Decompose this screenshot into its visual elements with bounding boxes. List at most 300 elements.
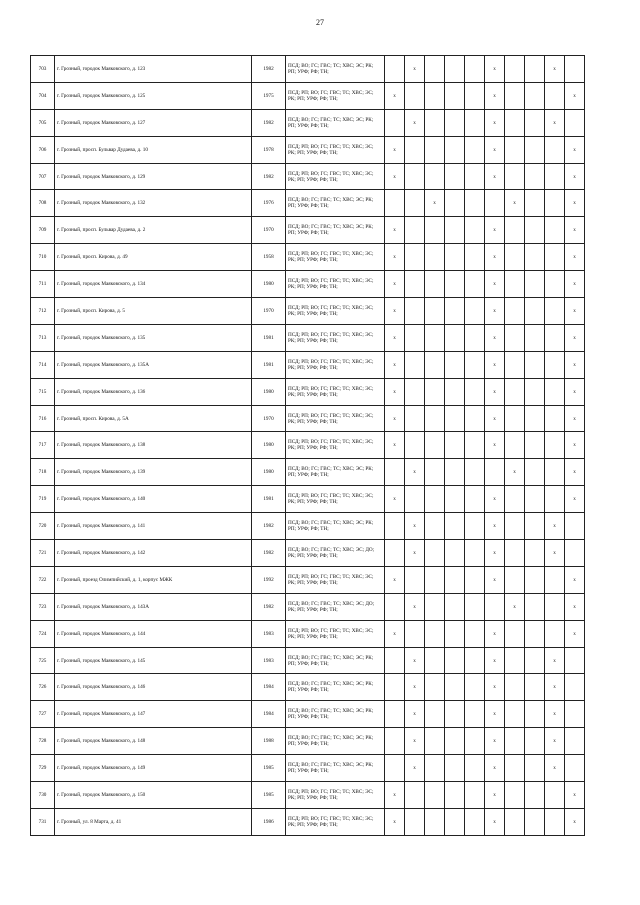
mark-cell bbox=[405, 782, 425, 809]
mark-cell bbox=[425, 593, 445, 620]
year-cell: 1970 bbox=[252, 217, 286, 244]
mark-cell bbox=[445, 620, 465, 647]
mark-cell: x bbox=[385, 82, 405, 109]
mark-cell: x bbox=[485, 432, 505, 459]
mark-cell: x bbox=[545, 109, 565, 136]
mark-cell: x bbox=[385, 298, 405, 325]
mark-cell bbox=[505, 324, 525, 351]
table-row bbox=[31, 405, 585, 432]
mark-cell bbox=[405, 432, 425, 459]
address-cell: г. Грозный, городок Маяковского, д. 150 bbox=[55, 782, 252, 809]
mark-cell: x bbox=[405, 459, 425, 486]
mark-cell bbox=[445, 647, 465, 674]
mark-cell bbox=[525, 782, 545, 809]
systems-cell: ПСД; РП; ВО; ГС; ГВС; ТС; ХВС; ЭС; РК; РП; УРФ; РФ; ТН; bbox=[286, 163, 385, 190]
mark-cell bbox=[385, 755, 405, 782]
row-number: 714 bbox=[31, 351, 55, 378]
mark-cell bbox=[425, 620, 445, 647]
mark-cell bbox=[465, 136, 485, 163]
address-cell: г. Грозный, городок Маяковского, д. 125 bbox=[55, 82, 252, 109]
table-row bbox=[31, 782, 585, 809]
mark-cell bbox=[425, 486, 445, 513]
table-row bbox=[31, 647, 585, 674]
address-cell: г. Грозный, городок Маяковского, д. 143А bbox=[55, 593, 252, 620]
mark-cell bbox=[425, 109, 445, 136]
mark-cell: x bbox=[485, 486, 505, 513]
mark-cell: x bbox=[405, 56, 425, 83]
mark-cell bbox=[525, 351, 545, 378]
mark-cell: x bbox=[385, 351, 405, 378]
mark-cell bbox=[505, 271, 525, 298]
mark-cell: x bbox=[405, 593, 425, 620]
row-number: 726 bbox=[31, 674, 55, 701]
mark-cell: x bbox=[485, 674, 505, 701]
mark-cell bbox=[425, 459, 445, 486]
systems-cell: ПСД; РП; ВО; ГС; ГВС; ТС; ХВС; ЭС; РК; РП; УРФ; РФ; ТН; bbox=[286, 244, 385, 271]
mark-cell bbox=[525, 298, 545, 325]
year-cell: 1985 bbox=[252, 755, 286, 782]
mark-cell bbox=[505, 244, 525, 271]
mark-cell: x bbox=[565, 378, 585, 405]
mark-cell: x bbox=[565, 808, 585, 835]
mark-cell: x bbox=[385, 808, 405, 835]
mark-cell bbox=[525, 405, 545, 432]
mark-cell bbox=[445, 674, 465, 701]
year-cell: 1984 bbox=[252, 674, 286, 701]
mark-cell bbox=[545, 432, 565, 459]
mark-cell bbox=[465, 244, 485, 271]
year-cell: 1982 bbox=[252, 109, 286, 136]
mark-cell bbox=[465, 674, 485, 701]
mark-cell bbox=[445, 566, 465, 593]
mark-cell bbox=[445, 109, 465, 136]
mark-cell bbox=[405, 82, 425, 109]
mark-cell: x bbox=[565, 324, 585, 351]
table-row bbox=[31, 674, 585, 701]
mark-cell bbox=[525, 56, 545, 83]
mark-cell bbox=[525, 378, 545, 405]
mark-cell bbox=[405, 486, 425, 513]
mark-cell bbox=[425, 163, 445, 190]
year-cell: 1984 bbox=[252, 701, 286, 728]
mark-cell: x bbox=[385, 620, 405, 647]
mark-cell bbox=[505, 136, 525, 163]
year-cell: 1982 bbox=[252, 513, 286, 540]
mark-cell: x bbox=[385, 486, 405, 513]
registry-body bbox=[31, 56, 585, 836]
mark-cell: x bbox=[485, 109, 505, 136]
row-number: 728 bbox=[31, 728, 55, 755]
table-row bbox=[31, 109, 585, 136]
mark-cell bbox=[445, 459, 465, 486]
mark-cell bbox=[425, 56, 445, 83]
systems-cell: ПСД; ВО; ГС; ГВС; ТС; ХВС; ЭС; РК; РП; УРФ; РФ; ТН; bbox=[286, 109, 385, 136]
mark-cell bbox=[565, 674, 585, 701]
mark-cell bbox=[485, 190, 505, 217]
mark-cell bbox=[445, 217, 465, 244]
mark-cell bbox=[525, 271, 545, 298]
mark-cell bbox=[525, 486, 545, 513]
mark-cell: x bbox=[485, 728, 505, 755]
mark-cell: x bbox=[545, 701, 565, 728]
address-cell: г. Грозный, городок Маяковского, д. 138 bbox=[55, 432, 252, 459]
mark-cell bbox=[445, 701, 465, 728]
mark-cell bbox=[525, 808, 545, 835]
table-row bbox=[31, 298, 585, 325]
mark-cell bbox=[465, 701, 485, 728]
systems-cell: ПСД; ВО; ГС; ГВС; ТС; ХВС; ЭС; РК; РП; УРФ; РФ; ТН; bbox=[286, 459, 385, 486]
address-cell: г. Грозный, городок Маяковского, д. 146 bbox=[55, 674, 252, 701]
mark-cell: x bbox=[485, 755, 505, 782]
mark-cell bbox=[525, 593, 545, 620]
mark-cell bbox=[525, 674, 545, 701]
mark-cell bbox=[465, 486, 485, 513]
mark-cell bbox=[465, 109, 485, 136]
mark-cell: x bbox=[485, 782, 505, 809]
mark-cell bbox=[505, 405, 525, 432]
address-cell: г. Грозный, просп. Кирова, д. 5 bbox=[55, 298, 252, 325]
year-cell: 1981 bbox=[252, 351, 286, 378]
address-cell: г. Грозный, городок Маяковского, д. 135 bbox=[55, 324, 252, 351]
mark-cell bbox=[525, 163, 545, 190]
mark-cell bbox=[545, 486, 565, 513]
mark-cell bbox=[445, 593, 465, 620]
mark-cell: x bbox=[565, 782, 585, 809]
mark-cell bbox=[405, 324, 425, 351]
mark-cell bbox=[525, 217, 545, 244]
mark-cell bbox=[545, 82, 565, 109]
year-cell: 1982 bbox=[252, 163, 286, 190]
mark-cell: x bbox=[545, 647, 565, 674]
address-cell: г. Грозный, городок Маяковского, д. 142 bbox=[55, 540, 252, 567]
mark-cell bbox=[425, 136, 445, 163]
mark-cell: x bbox=[485, 351, 505, 378]
systems-cell: ПСД; ВО; ГС; ГВС; ТС; ХВС; ЭС; РК; РП; УРФ; РФ; ТН; bbox=[286, 647, 385, 674]
mark-cell bbox=[445, 728, 465, 755]
systems-cell: ПСД; РП; ВО; ГС; ГВС; ТС; ХВС; ЭС; РК; РП; УРФ; РФ; ТН; bbox=[286, 620, 385, 647]
mark-cell: x bbox=[485, 163, 505, 190]
mark-cell bbox=[465, 728, 485, 755]
table-row bbox=[31, 136, 585, 163]
year-cell: 1982 bbox=[252, 540, 286, 567]
mark-cell bbox=[465, 405, 485, 432]
mark-cell bbox=[485, 593, 505, 620]
mark-cell bbox=[545, 459, 565, 486]
row-number: 722 bbox=[31, 566, 55, 593]
mark-cell bbox=[505, 56, 525, 83]
mark-cell: x bbox=[405, 109, 425, 136]
mark-cell: x bbox=[485, 405, 505, 432]
systems-cell: ПСД; ВО; ГС; ГВС; ТС; ХВС; ЭС; РК; РП; УРФ; РФ; ТН; bbox=[286, 755, 385, 782]
address-cell: г. Грозный, городок Маяковского, д. 139 bbox=[55, 459, 252, 486]
year-cell: 1981 bbox=[252, 324, 286, 351]
mark-cell bbox=[405, 620, 425, 647]
row-number: 710 bbox=[31, 244, 55, 271]
mark-cell: x bbox=[565, 620, 585, 647]
row-number: 707 bbox=[31, 163, 55, 190]
mark-cell bbox=[445, 486, 465, 513]
mark-cell: x bbox=[485, 566, 505, 593]
address-cell: г. Грозный, городок Маяковского, д. 129 bbox=[55, 163, 252, 190]
table-row bbox=[31, 755, 585, 782]
mark-cell bbox=[385, 647, 405, 674]
mark-cell: x bbox=[565, 566, 585, 593]
mark-cell: x bbox=[405, 674, 425, 701]
mark-cell bbox=[425, 674, 445, 701]
mark-cell bbox=[465, 163, 485, 190]
mark-cell: x bbox=[485, 324, 505, 351]
mark-cell: x bbox=[405, 701, 425, 728]
mark-cell bbox=[445, 755, 465, 782]
systems-cell: ПСД; ВО; ГС; ГВС; ТС; ХВС; ЭС; РК; РП; УРФ; РФ; ТН; bbox=[286, 56, 385, 83]
row-number: 715 bbox=[31, 378, 55, 405]
row-number: 711 bbox=[31, 271, 55, 298]
mark-cell bbox=[385, 190, 405, 217]
mark-cell bbox=[465, 378, 485, 405]
mark-cell bbox=[385, 701, 405, 728]
mark-cell bbox=[385, 540, 405, 567]
year-cell: 1981 bbox=[252, 486, 286, 513]
address-cell: г. Грозный, городок Маяковского, д. 127 bbox=[55, 109, 252, 136]
mark-cell bbox=[525, 109, 545, 136]
systems-cell: ПСД; ВО; ГС; ГВС; ТС; ХВС; ЭС; ДО; РК; РП; УРФ; РФ; ТН; bbox=[286, 593, 385, 620]
systems-cell: ПСД; РП; ВО; ГС; ГВС; ТС; ХВС; ЭС; РК; РП; УРФ; РФ; ТН; bbox=[286, 298, 385, 325]
mark-cell bbox=[465, 56, 485, 83]
mark-cell bbox=[445, 540, 465, 567]
table-row bbox=[31, 513, 585, 540]
mark-cell bbox=[505, 540, 525, 567]
mark-cell: x bbox=[485, 540, 505, 567]
mark-cell bbox=[445, 782, 465, 809]
row-number: 729 bbox=[31, 755, 55, 782]
mark-cell bbox=[445, 190, 465, 217]
mark-cell bbox=[465, 324, 485, 351]
year-cell: 1980 bbox=[252, 271, 286, 298]
systems-cell: ПСД; РП; ВО; ГС; ГВС; ТС; ХВС; ЭС; РК; РП; УРФ; РФ; ТН; bbox=[286, 324, 385, 351]
table-row bbox=[31, 378, 585, 405]
mark-cell bbox=[445, 244, 465, 271]
mark-cell bbox=[485, 459, 505, 486]
mark-cell bbox=[505, 513, 525, 540]
mark-cell bbox=[465, 351, 485, 378]
mark-cell bbox=[525, 459, 545, 486]
mark-cell bbox=[565, 513, 585, 540]
row-number: 724 bbox=[31, 620, 55, 647]
mark-cell bbox=[405, 136, 425, 163]
year-cell: 1985 bbox=[252, 782, 286, 809]
mark-cell bbox=[545, 405, 565, 432]
year-cell: 1982 bbox=[252, 56, 286, 83]
mark-cell bbox=[385, 56, 405, 83]
mark-cell bbox=[505, 163, 525, 190]
mark-cell: x bbox=[545, 56, 565, 83]
mark-cell bbox=[545, 271, 565, 298]
table-row bbox=[31, 459, 585, 486]
table-row bbox=[31, 432, 585, 459]
address-cell: г. Грозный, городок Маяковского, д. 141 bbox=[55, 513, 252, 540]
mark-cell bbox=[445, 271, 465, 298]
mark-cell bbox=[565, 109, 585, 136]
mark-cell bbox=[505, 566, 525, 593]
mark-cell bbox=[525, 566, 545, 593]
year-cell: 1983 bbox=[252, 620, 286, 647]
mark-cell bbox=[525, 136, 545, 163]
mark-cell bbox=[465, 620, 485, 647]
row-number: 721 bbox=[31, 540, 55, 567]
mark-cell bbox=[405, 566, 425, 593]
row-number: 727 bbox=[31, 701, 55, 728]
mark-cell bbox=[425, 728, 445, 755]
address-cell: г. Грозный, городок Маяковского, д. 148 bbox=[55, 728, 252, 755]
row-number: 731 bbox=[31, 808, 55, 835]
mark-cell bbox=[445, 808, 465, 835]
mark-cell bbox=[425, 217, 445, 244]
year-cell: 1980 bbox=[252, 378, 286, 405]
mark-cell bbox=[465, 217, 485, 244]
table-row bbox=[31, 566, 585, 593]
mark-cell bbox=[545, 566, 565, 593]
mark-cell: x bbox=[505, 593, 525, 620]
mark-cell bbox=[425, 351, 445, 378]
mark-cell bbox=[445, 324, 465, 351]
row-number: 703 bbox=[31, 56, 55, 83]
mark-cell bbox=[465, 82, 485, 109]
mark-cell bbox=[425, 647, 445, 674]
table-row bbox=[31, 271, 585, 298]
mark-cell: x bbox=[565, 298, 585, 325]
mark-cell bbox=[385, 593, 405, 620]
mark-cell bbox=[465, 808, 485, 835]
mark-cell: x bbox=[565, 593, 585, 620]
mark-cell: x bbox=[385, 271, 405, 298]
year-cell: 1980 bbox=[252, 459, 286, 486]
mark-cell bbox=[525, 190, 545, 217]
mark-cell bbox=[425, 378, 445, 405]
mark-cell bbox=[445, 82, 465, 109]
mark-cell: x bbox=[545, 755, 565, 782]
mark-cell bbox=[565, 728, 585, 755]
address-cell: г. Грозный, городок Маяковского, д. 140 bbox=[55, 486, 252, 513]
year-cell: 1970 bbox=[252, 298, 286, 325]
table-row bbox=[31, 351, 585, 378]
mark-cell: x bbox=[565, 82, 585, 109]
mark-cell bbox=[445, 378, 465, 405]
address-cell: г. Грозный, городок Маяковского, д. 132 bbox=[55, 190, 252, 217]
mark-cell: x bbox=[425, 190, 445, 217]
year-cell: 1958 bbox=[252, 244, 286, 271]
address-cell: г. Грозный, городок Маяковского, д. 145 bbox=[55, 647, 252, 674]
address-cell: г. Грозный, городок Маяковского, д. 144 bbox=[55, 620, 252, 647]
address-cell: г. Грозный, городок Маяковского, д. 123 bbox=[55, 56, 252, 83]
systems-cell: ПСД; РП; ВО; ГС; ГВС; ТС; ХВС; ЭС; РК; РП; УРФ; РФ; ТН; bbox=[286, 378, 385, 405]
mark-cell bbox=[445, 513, 465, 540]
mark-cell bbox=[545, 620, 565, 647]
table-row bbox=[31, 217, 585, 244]
row-number: 718 bbox=[31, 459, 55, 486]
mark-cell bbox=[525, 620, 545, 647]
mark-cell bbox=[445, 351, 465, 378]
mark-cell bbox=[545, 351, 565, 378]
mark-cell bbox=[525, 755, 545, 782]
mark-cell bbox=[465, 755, 485, 782]
mark-cell: x bbox=[545, 540, 565, 567]
year-cell: 1992 bbox=[252, 566, 286, 593]
mark-cell: x bbox=[485, 378, 505, 405]
year-cell: 1978 bbox=[252, 136, 286, 163]
address-cell: г. Грозный, ул. 8 Марта, д. 41 bbox=[55, 808, 252, 835]
mark-cell bbox=[525, 82, 545, 109]
mark-cell: x bbox=[385, 378, 405, 405]
mark-cell bbox=[545, 808, 565, 835]
mark-cell: x bbox=[485, 513, 505, 540]
systems-cell: ПСД; РП; ВО; ГС; ГВС; ТС; ХВС; ЭС; РК; РП; УРФ; РФ; ТН; bbox=[286, 808, 385, 835]
year-cell: 1975 bbox=[252, 82, 286, 109]
table-row bbox=[31, 808, 585, 835]
mark-cell: x bbox=[565, 271, 585, 298]
mark-cell bbox=[525, 244, 545, 271]
address-cell: г. Грозный, городок Маяковского, д. 134 bbox=[55, 271, 252, 298]
mark-cell: x bbox=[405, 647, 425, 674]
mark-cell: x bbox=[405, 540, 425, 567]
mark-cell bbox=[405, 405, 425, 432]
registry-table bbox=[30, 55, 585, 836]
row-number: 725 bbox=[31, 647, 55, 674]
mark-cell bbox=[425, 782, 445, 809]
address-cell: г. Грозный, просп. Кирова, д. 49 bbox=[55, 244, 252, 271]
mark-cell bbox=[465, 459, 485, 486]
year-cell: 1980 bbox=[252, 432, 286, 459]
systems-cell: ПСД; ВО; ГС; ГВС; ТС; ХВС; ЭС; РК; РП; УРФ; РФ; ТН; bbox=[286, 513, 385, 540]
mark-cell bbox=[525, 513, 545, 540]
address-cell: г. Грозный, просп. Кирова, д. 5А bbox=[55, 405, 252, 432]
mark-cell: x bbox=[385, 217, 405, 244]
mark-cell bbox=[505, 647, 525, 674]
mark-cell: x bbox=[545, 513, 565, 540]
year-cell: 1982 bbox=[252, 593, 286, 620]
address-cell: г. Грозный, городок Маяковского, д. 135А bbox=[55, 351, 252, 378]
mark-cell bbox=[505, 486, 525, 513]
row-number: 704 bbox=[31, 82, 55, 109]
year-cell: 1970 bbox=[252, 405, 286, 432]
mark-cell bbox=[425, 432, 445, 459]
year-cell: 1976 bbox=[252, 190, 286, 217]
mark-cell bbox=[505, 298, 525, 325]
mark-cell bbox=[545, 593, 565, 620]
mark-cell bbox=[445, 298, 465, 325]
mark-cell bbox=[525, 701, 545, 728]
mark-cell: x bbox=[485, 647, 505, 674]
address-cell: г. Грозный, просп. Бульвар Дудаева, д. 2 bbox=[55, 217, 252, 244]
mark-cell bbox=[505, 728, 525, 755]
mark-cell: x bbox=[565, 136, 585, 163]
year-cell: 1986 bbox=[252, 808, 286, 835]
mark-cell: x bbox=[485, 244, 505, 271]
mark-cell bbox=[565, 540, 585, 567]
mark-cell bbox=[505, 782, 525, 809]
address-cell: г. Грозный, городок Маяковского, д. 147 bbox=[55, 701, 252, 728]
mark-cell bbox=[545, 190, 565, 217]
mark-cell bbox=[425, 701, 445, 728]
page-number: 27 bbox=[316, 18, 324, 27]
table-row bbox=[31, 163, 585, 190]
mark-cell bbox=[425, 271, 445, 298]
systems-cell: ПСД; ВО; ГС; ГВС; ТС; ХВС; ЭС; РК; РП; УРФ; РФ; ТН; bbox=[286, 728, 385, 755]
mark-cell: x bbox=[405, 728, 425, 755]
mark-cell bbox=[505, 808, 525, 835]
mark-cell: x bbox=[385, 566, 405, 593]
mark-cell bbox=[385, 109, 405, 136]
mark-cell bbox=[425, 513, 445, 540]
